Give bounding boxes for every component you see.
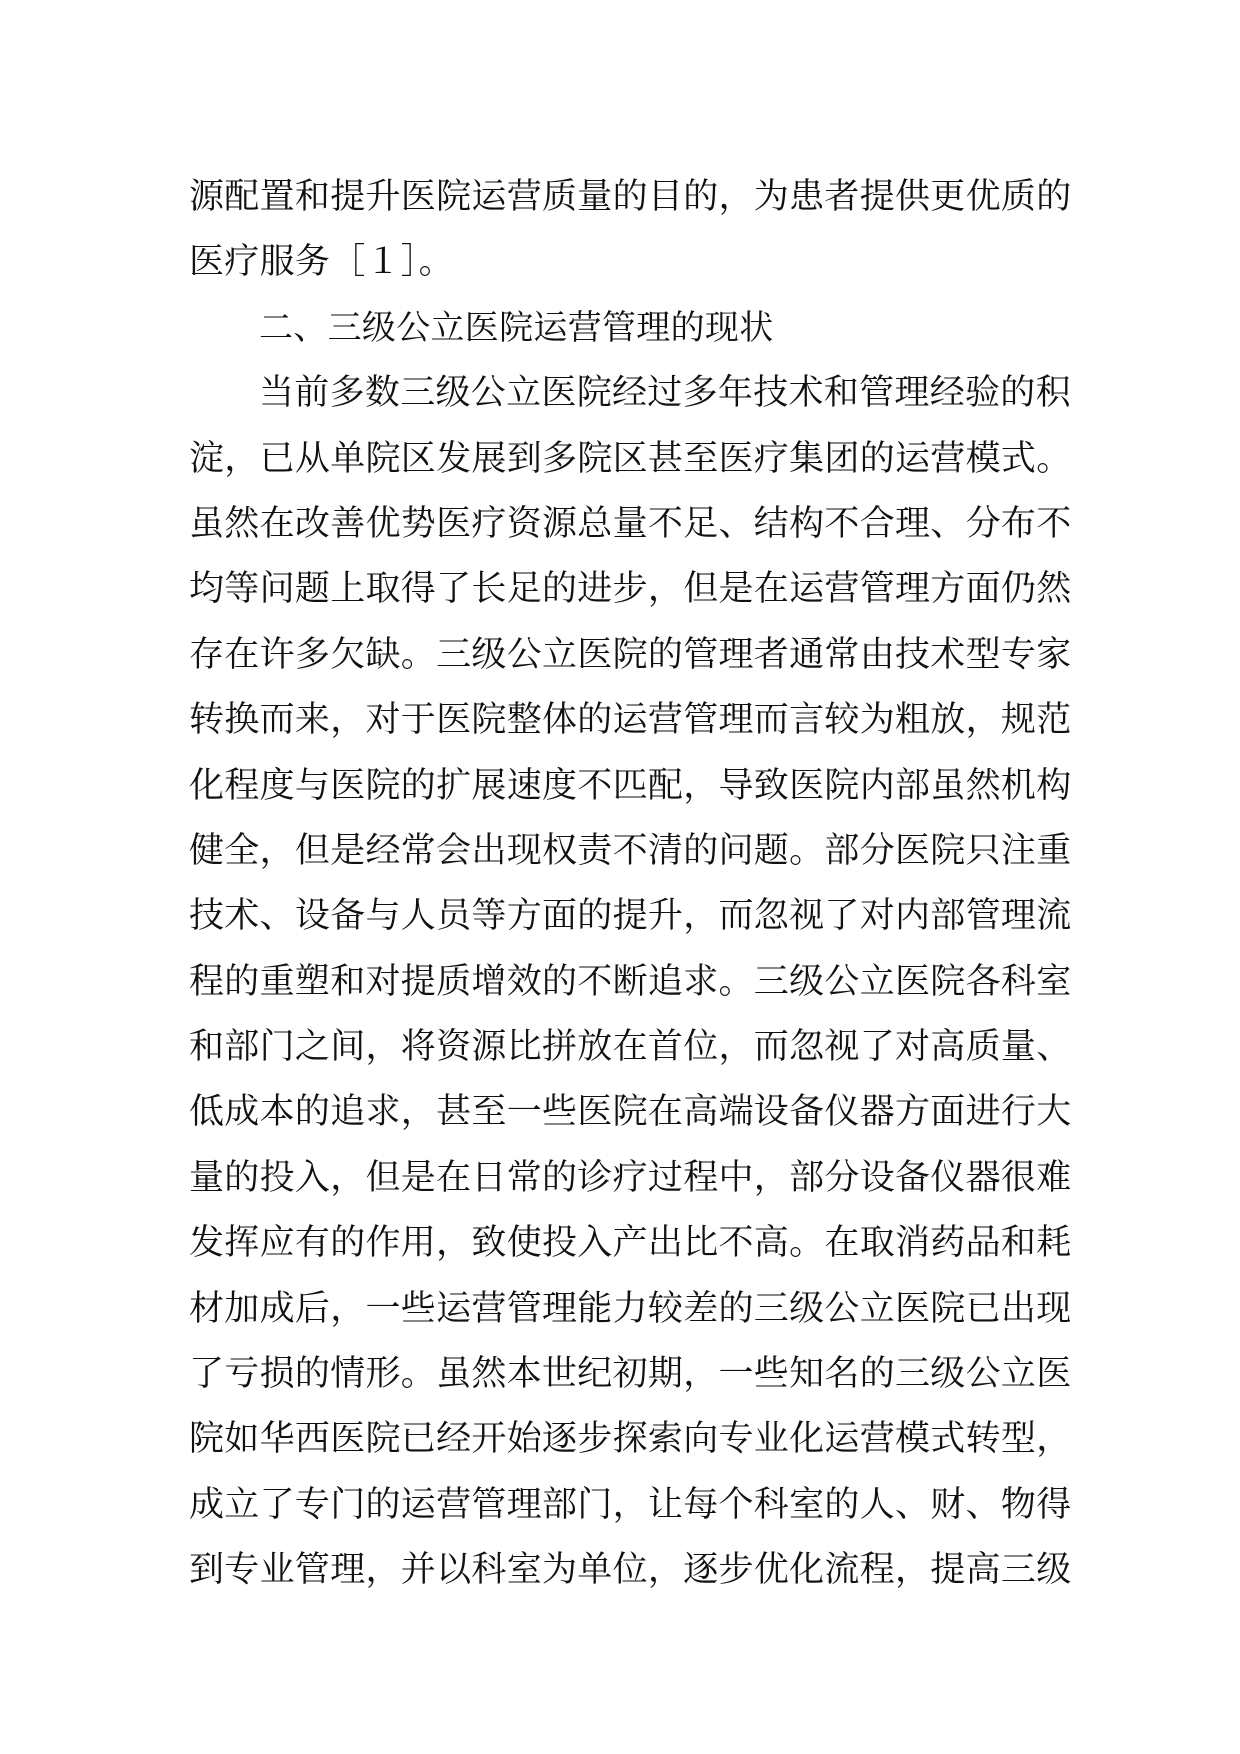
text-line: 了亏损的情形。虽然本世纪初期，一些知名的三级公立医: [189, 1354, 1072, 1395]
text-line: 量的投入，但是在日常的诊疗过程中，部分设备仪器很难: [189, 1157, 1072, 1198]
text-line: 院如华西医院已经开始逐步探索向专业化运营模式转型，: [189, 1419, 1072, 1460]
text-line: 化程度与医院的扩展速度不匹配，导致医院内部虽然机构: [189, 765, 1072, 806]
body-text: [189, 165, 1072, 1604]
text-line: 虽然在改善优势医疗资源总量不足、结构不合理、分布不: [189, 503, 1072, 544]
text-line: 成立了专门的运营管理部门，让每个科室的人、财、物得: [189, 1484, 1072, 1525]
text-line: 到专业管理，并以科室为单位，逐步优化流程，提高三级: [189, 1550, 1072, 1591]
text-line: 技术、设备与人员等方面的提升，而忽视了对内部管理流: [189, 896, 1072, 937]
text-line: 程的重塑和对提质增效的不断追求。三级公立医院各科室: [189, 961, 1072, 1002]
text-line: 发挥应有的作用，致使投入产出比不高。在取消药品和耗: [189, 1223, 1072, 1264]
text-line: 均等问题上取得了长足的进步，但是在运营管理方面仍然: [189, 569, 1072, 610]
text-line: 医疗服务［１］。: [189, 242, 454, 283]
text-line: 淀，已从单院区发展到多院区甚至医疗集团的运营模式。: [189, 438, 1072, 479]
text-line: 健全，但是经常会出现权责不清的问题。部分医院只注重: [189, 830, 1072, 871]
text-line: 材加成后，一些运营管理能力较差的三级公立医院已出现: [189, 1288, 1072, 1329]
text-line: 源配置和提升医院运营质量的目的，为患者提供更优质的: [189, 177, 1072, 217]
text-line: 和部门之间，将资源比拼放在首位，而忽视了对高质量、: [189, 1027, 1072, 1068]
text-line: 转换而来，对于医院整体的运营管理而言较为粗放，规范: [189, 700, 1072, 741]
section-heading: 二、三级公立医院运营管理的现状: [259, 307, 774, 348]
text-line: 存在许多欠缺。三级公立医院的管理者通常由技术型专家: [189, 634, 1072, 675]
text-line: 低成本的追求，甚至一些医院在高端设备仪器方面进行大: [189, 1092, 1072, 1133]
paragraph-first-line: 当前多数三级公立医院经过多年技术和管理经验的积: [259, 373, 1071, 414]
